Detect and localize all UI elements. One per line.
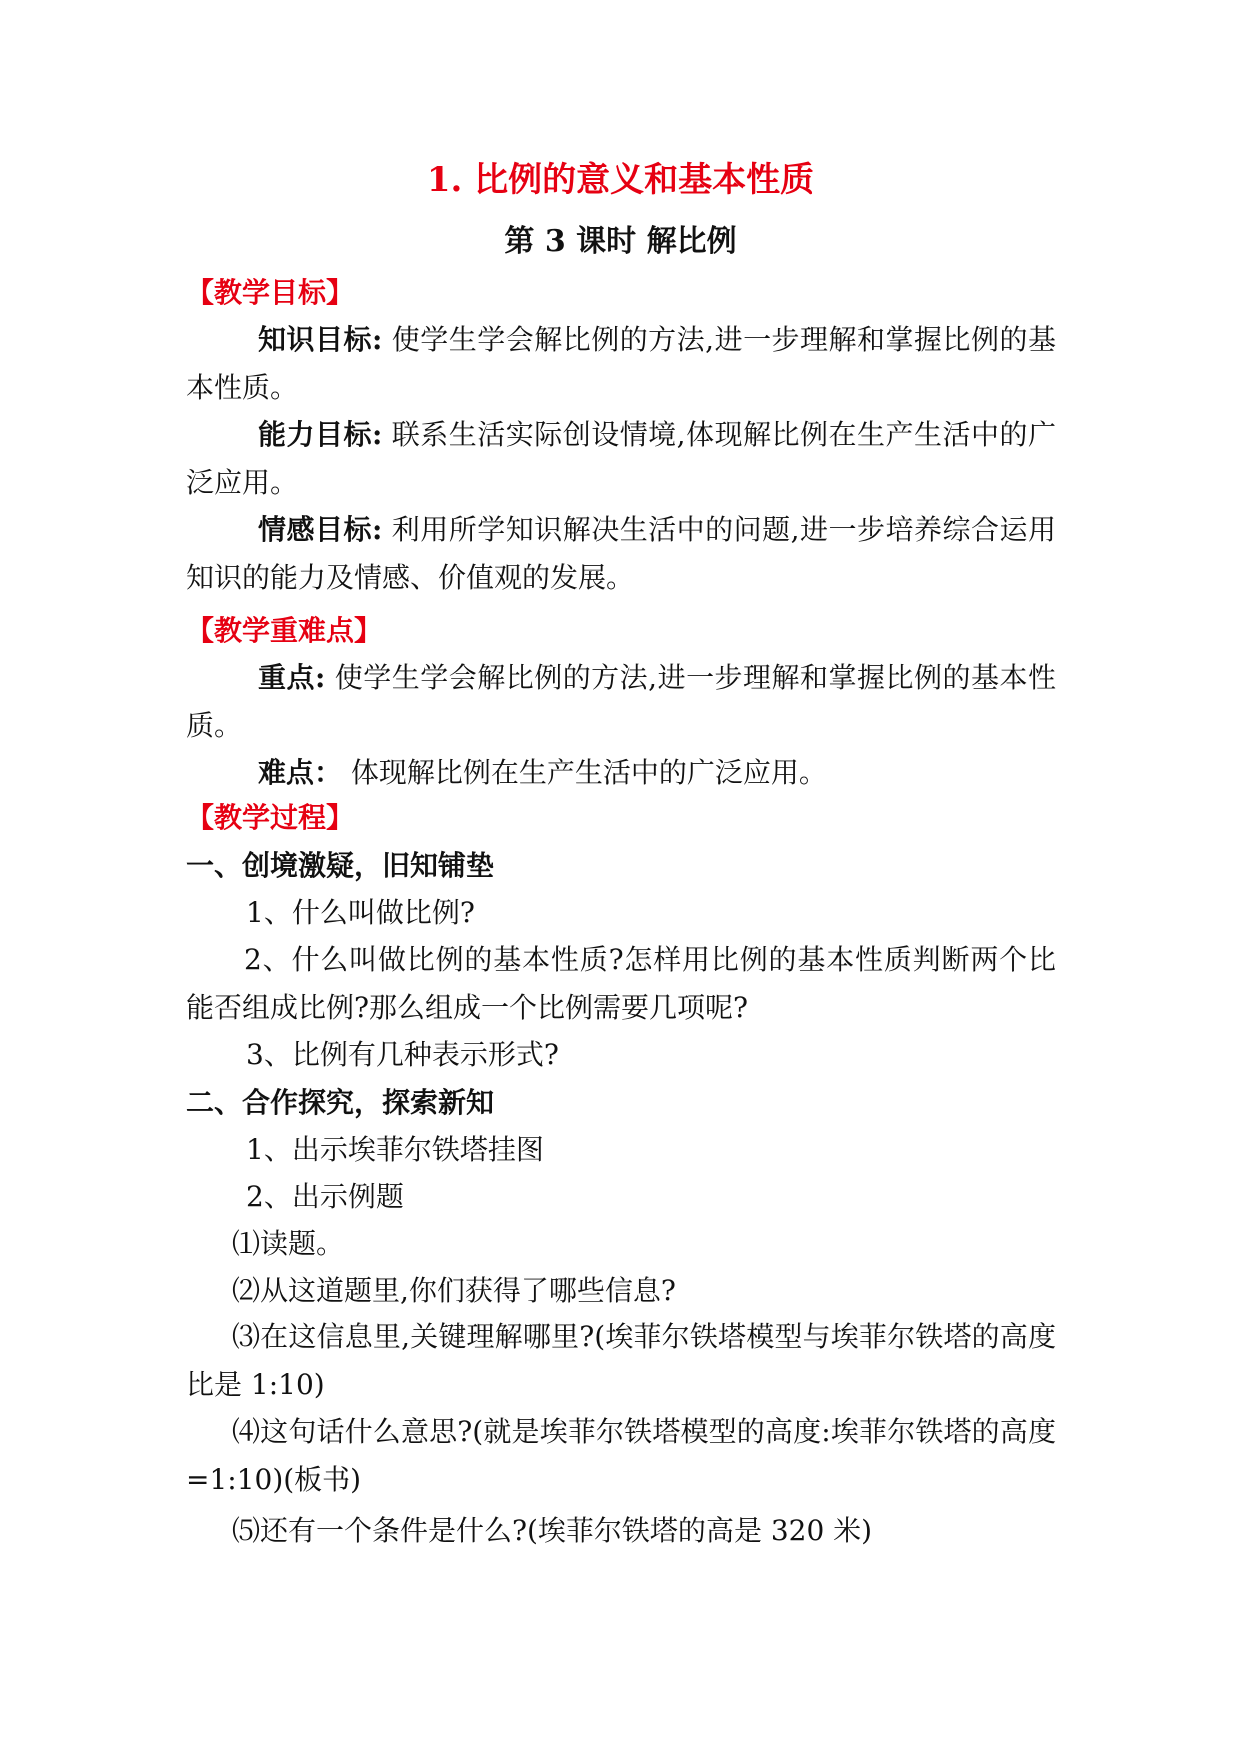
section-2-step-1: 1、出示埃菲尔铁塔挂图 bbox=[246, 1133, 544, 1166]
section-2-step-2: 2、出示例题 bbox=[246, 1180, 404, 1213]
section-1-question-1: 1、什么叫做比例? bbox=[246, 896, 475, 929]
emotion-objective-label: 情感目标: bbox=[258, 513, 383, 546]
ability-objective-label: 能力目标: bbox=[258, 418, 383, 451]
emotion-objective-text: 利用所学知识解决生活中的问题,进一步培养综合运用知识的能力及情感、价值观的发展。 bbox=[186, 513, 1057, 594]
lesson-subtitle: 第 3 课时 解比例 bbox=[504, 224, 737, 259]
process-heading: 【教学过程】 bbox=[186, 801, 355, 834]
knowledge-objective bbox=[186, 316, 1056, 412]
difficult-point-text: 体现解比例在生产生活中的广泛应用。 bbox=[350, 756, 827, 789]
objectives-heading: 【教学目标】 bbox=[186, 276, 355, 309]
key-point-text: 使学生学会解比例的方法,进一步理解和掌握比例的基本性质。 bbox=[186, 661, 1056, 742]
example-point-3: ⑶在这信息里,关键理解哪里?(埃菲尔铁塔模型与埃菲尔铁塔的高度比是 1:10) bbox=[186, 1320, 1056, 1401]
section-1-title: 一、创境激疑，旧知铺垫 bbox=[186, 849, 495, 882]
example-point-4: ⑷这句话什么意思?(就是埃菲尔铁塔模型的高度:埃菲尔铁塔的高度=1:10)(板书) bbox=[186, 1415, 1056, 1496]
knowledge-objective-text: 使学生学会解比例的方法,进一步理解和掌握比例的基本性质。 bbox=[186, 323, 1057, 404]
key-point-label: 重点: bbox=[258, 661, 326, 694]
section-1-question-3: 3、比例有几种表示形式? bbox=[246, 1038, 559, 1071]
difficult-point-label: 难点： bbox=[258, 756, 343, 789]
document-title: 1. 比例的意义和基本性质 bbox=[426, 160, 815, 200]
emotion-objective bbox=[186, 506, 1056, 602]
key-point bbox=[186, 654, 1056, 750]
ability-objective-text: 联系生活实际创设情境,体现解比例在生产生活中的广泛应用。 bbox=[186, 418, 1057, 499]
example-point-1: ⑴读题。 bbox=[232, 1227, 345, 1260]
section-2-title: 二、合作探究，探索新知 bbox=[186, 1086, 495, 1119]
ability-objective bbox=[186, 411, 1056, 507]
example-point-5: ⑸还有一个条件是什么?(埃菲尔铁塔的高是 320 米) bbox=[232, 1514, 873, 1547]
example-point-2: ⑵从这道题里,你们获得了哪些信息? bbox=[232, 1274, 676, 1307]
difficult-point bbox=[186, 749, 1056, 797]
section-1-question-2: 2、什么叫做比例的基本性质?怎样用比例的基本性质判断两个比能否组成比例?那么组成一个比例需要几项呢? bbox=[186, 943, 1056, 1024]
key-points-heading: 【教学重难点】 bbox=[186, 614, 383, 647]
knowledge-objective-label: 知识目标: bbox=[258, 323, 383, 356]
